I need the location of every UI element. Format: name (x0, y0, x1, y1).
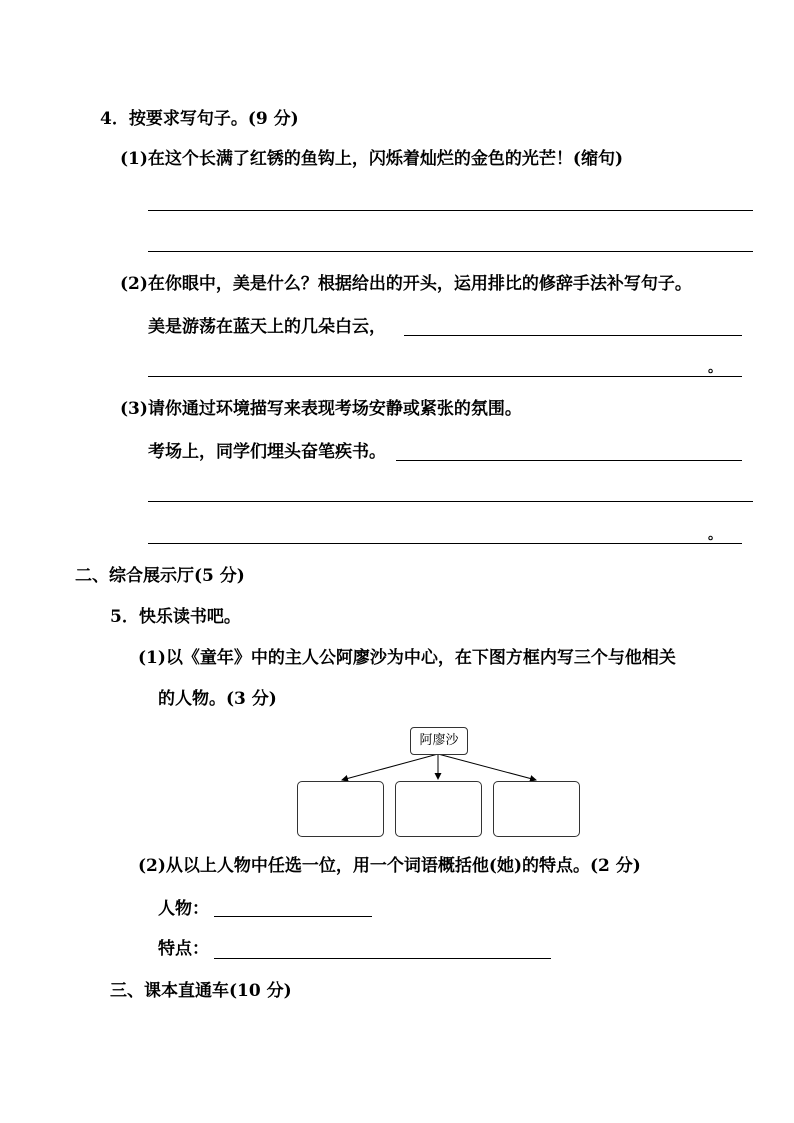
question-4-heading: 4．按要求写句子。(9 分) (100, 109, 299, 129)
diagram-answer-box-2[interactable] (395, 781, 482, 837)
answer-line[interactable] (404, 335, 742, 336)
diagram-answer-box-1[interactable] (297, 781, 384, 837)
question-4-3-prompt: (3)请你通过环境描写来表现考场安静或紧张的氛围。 (120, 399, 522, 419)
question-4-2-starter: 美是游荡在蓝天上的几朵白云， (148, 317, 386, 337)
answer-line[interactable] (396, 460, 742, 461)
answer-line[interactable] (148, 376, 742, 377)
diagram-answer-box-3[interactable] (493, 781, 580, 837)
question-5-1-prompt-cont: 的人物。(3 分) (158, 689, 277, 709)
answer-line[interactable] (148, 210, 753, 211)
question-5-1-prompt: (1)以《童年》中的主人公阿廖沙为中心，在下图方框内写三个与他相关 (138, 648, 676, 668)
person-answer-line[interactable] (214, 916, 372, 917)
answer-line[interactable] (148, 501, 753, 502)
section-3-heading: 三、课本直通车(10 分) (110, 981, 292, 1001)
trait-label: 特点： (158, 939, 209, 959)
question-5-heading: 5．快乐读书吧。 (110, 607, 241, 627)
sentence-end-mark: 。 (708, 360, 722, 376)
trait-answer-line[interactable] (214, 958, 551, 959)
arrow-right (438, 754, 536, 780)
arrow-left (342, 754, 438, 780)
question-4-3-starter: 考场上，同学们埋头奋笔疾书。 (148, 442, 386, 462)
character-diagram (290, 718, 590, 843)
question-4-1-prompt: (1)在这个长满了红锈的鱼钩上，闪烁着灿烂的金色的光芒！(缩句) (120, 149, 624, 169)
diagram-root-box: 阿廖沙 (410, 727, 468, 755)
question-4-2-prompt: (2)在你眼中，美是什么？根据给出的开头，运用排比的修辞手法补写句子。 (120, 274, 692, 294)
answer-line[interactable] (148, 251, 753, 252)
answer-line[interactable] (148, 543, 742, 544)
section-2-heading: 二、综合展示厅(5 分) (75, 566, 245, 586)
sentence-end-mark: 。 (708, 527, 722, 543)
question-5-2-prompt: (2)从以上人物中任选一位，用一个词语概括他(她)的特点。(2 分) (138, 856, 641, 876)
person-label: 人物： (158, 899, 209, 919)
